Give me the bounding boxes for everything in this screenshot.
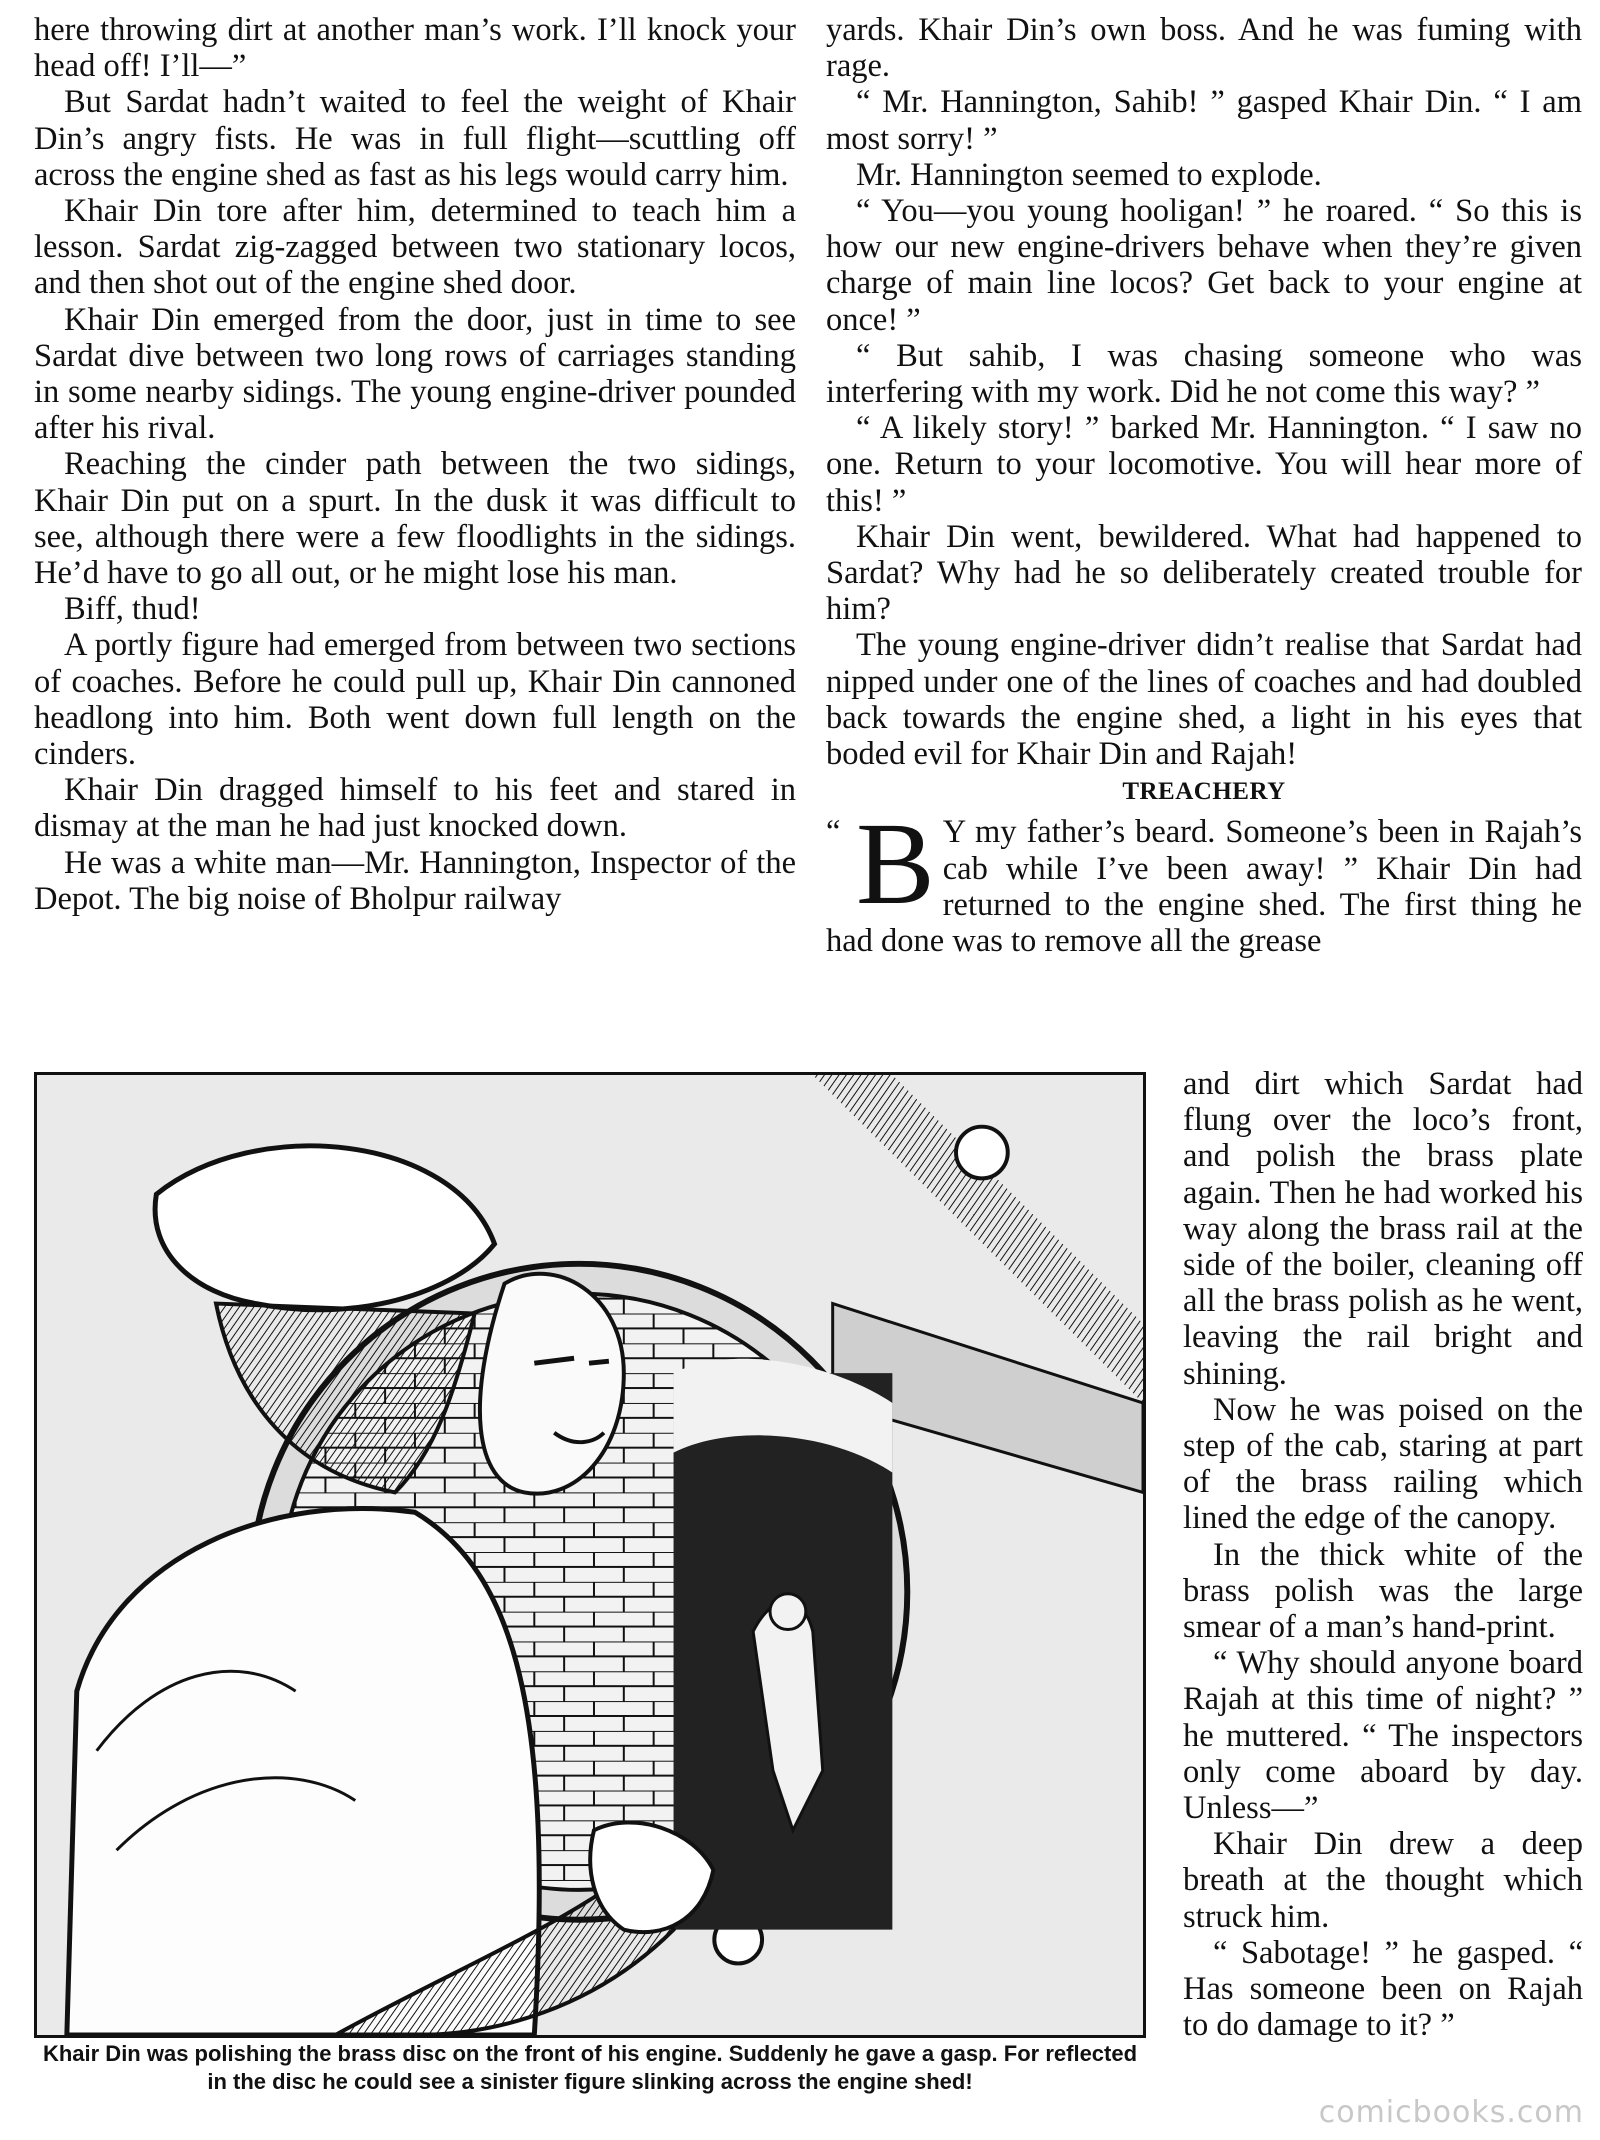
narrow-column-paragraph: “ Why should anyone board Rajah at this time of night? ” he muttered. “ The inspectors only come aboard by day. Unless—” [1183, 1645, 1583, 1827]
left-column-paragraph: Biff, thud! [64, 591, 201, 628]
dropcap-text: Y my father’s beard. Someone’s been in Rajah’s cab while I’ve been away! ” Khair Din had returned to the engine shed. The first thing he had done was to remove all the grease [826, 814, 1582, 960]
narrow-text-column [1183, 1066, 1583, 2043]
narrow-column-paragraph: In the thick white of the brass polish was the large smear of a man’s hand-print. [1183, 1536, 1583, 1646]
left-column-paragraph: Khair Din emerged from the door, just in time to see Sardat dive between two long rows of carriages standing in some nearby sidings. The young engine-driver pounded after his rival. [34, 301, 796, 447]
left-column-paragraph: here throwing dirt at another man’s work. I’ll knock your head off! I’ll—” [34, 12, 796, 85]
right-paragraphs [826, 12, 1582, 772]
right-column-paragraph: The young engine-driver didn’t realise that Sardat had nipped under one of the lines of coaches and had doubled back towards the engine shed, a light in his eyes that boded evil for Khair Din and Rajah! [826, 627, 1582, 773]
left-column-paragraph: Khair Din tore after him, determined to teach him a lesson. Sardat zig-zagged between two stationary locos, and then shot out of the engine shed door. [34, 193, 796, 302]
watermark-text: comicbooks.com [1318, 2095, 1584, 2130]
right-column-paragraph: yards. Khair Din’s own boss. And he was fuming with rage. [826, 12, 1582, 85]
right-column-paragraph: “ Mr. Hannington, Sahib! ” gasped Khair Din. “ I am most sorry! ” [826, 84, 1582, 157]
right-column-paragraph: “ A likely story! ” barked Mr. Hannington. “ I saw no one. Return to your locomotive. You will hear more of this! ” [826, 410, 1582, 519]
left-column-paragraph: He was a white man—Mr. Hannington, Inspector of the Depot. The big noise of Bholpur railway [34, 844, 796, 917]
section-heading: TREACHERY [1122, 778, 1286, 806]
right-column-paragraph: “ You—you young hooligan! ” he roared. “ So this is how our new engine-drivers behave when they’re given charge of main line locos? Get back to your engine at once! ” [826, 193, 1582, 338]
comic-illustration-icon [37, 1075, 1143, 2035]
right-column-paragraph: Khair Din went, bewildered. What had happened to Sardat? Why had he so deliberately created trouble for him? [826, 518, 1582, 628]
left-column-paragraph: Reaching the cinder path between the two sidings, Khair Din put on a spurt. In the dusk it was difficult to see, although there were a few floodlights in the sidings. He’d have to go all out, or he might lose his man. [34, 446, 796, 592]
narrow-column-paragraph: “ Sabotage! ” he gasped. “ Has someone been on Rajah to do damage to it? ” [1183, 1934, 1583, 2044]
dropcap-open-quote: “ [826, 814, 841, 851]
dropcap-letter: B [856, 798, 935, 930]
narrow-column-paragraph: Now he was poised on the step of the cab, staring at part of the brass railing which lined the edge of the canopy. [1183, 1391, 1583, 1537]
narrow-column-paragraph: and dirt which Sardat had flung over the loco’s front, and polish the brass plate again. Then he had worked his way along the brass rail at the side of the boiler, cleaning off all the brass polish as he went, leaving the rail bright and shining. [1183, 1066, 1583, 1392]
dropcap-paragraph [826, 798, 1582, 960]
right-column-paragraph: “ But sahib, I was chasing someone who was interfering with my work. Did he not come this way? ” [826, 337, 1582, 411]
illustration-panel [34, 1072, 1146, 2038]
left-column-paragraph: A portly figure had emerged from between two sections of coaches. Before he could pull up, Khair Din cannoned headlong into him. Both went down full length on the cinders. [34, 627, 796, 773]
left-column-paragraph: Khair Din dragged himself to his feet and stared in dismay at the man he had just knocked down. [34, 772, 796, 845]
left-text-column [34, 12, 796, 917]
narrow-column-paragraph: Khair Din drew a deep breath at the thought which struck him. [1183, 1826, 1583, 1935]
right-text-column [826, 12, 1582, 959]
right-column-paragraph: Mr. Hannington seemed to explode. [856, 156, 1322, 193]
left-column-paragraph: But Sardat hadn’t waited to feel the weight of Khair Din’s angry fists. He was in full flight—scuttling off across the engine shed as fast as his legs would carry him. [34, 84, 796, 193]
illustration-caption: Khair Din was polishing the brass disc on the front of his engine. Suddenly he gave a gasp. For reflected in the disc he could see a sinister figure slinking across the engine shed! [42, 2041, 1138, 2094]
